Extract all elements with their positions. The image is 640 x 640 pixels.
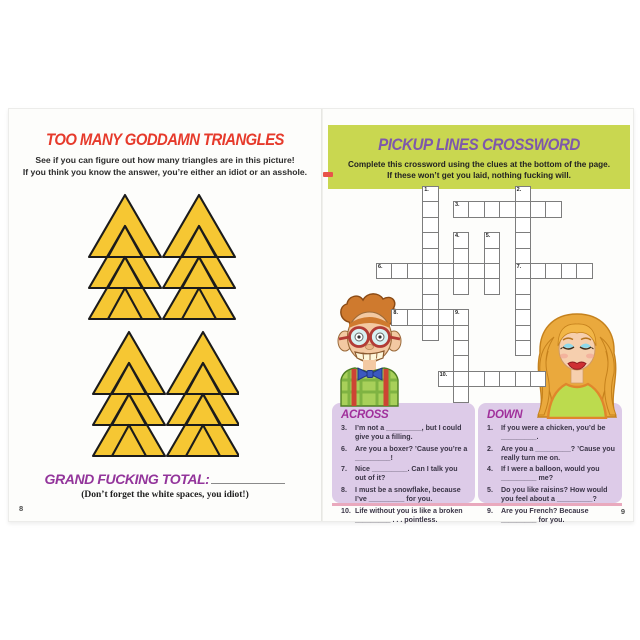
crossword-cell-number: 7.: [516, 264, 522, 270]
right-subtitle-line2: If these won’t get you laid, nothing fucking will.: [387, 171, 571, 181]
across-heading: ACROSS: [341, 409, 389, 421]
clue-number: 4.: [487, 465, 493, 474]
crossword-cell[interactable]: [453, 278, 469, 294]
crossword-cell[interactable]: [422, 232, 438, 248]
crossword-cell[interactable]: [515, 263, 531, 279]
left-page-title: TOO MANY GODDAMN TRIANGLES: [46, 131, 284, 149]
crossword-cell[interactable]: [391, 309, 407, 325]
crossword-cell[interactable]: [515, 340, 531, 356]
crossword-cell[interactable]: [484, 201, 500, 217]
crossword-cell-number: 2.: [516, 187, 522, 193]
crossword-grid: [323, 109, 633, 521]
right-page-title: PICKUP LINES CROSSWORD: [378, 136, 580, 154]
crossword-cell[interactable]: [545, 201, 561, 217]
crossword-cell[interactable]: [484, 278, 500, 294]
crossword-cell[interactable]: [453, 386, 469, 402]
crossword-cell[interactable]: [438, 309, 454, 325]
crossword-cell[interactable]: [515, 217, 531, 233]
crossword-cell[interactable]: [453, 248, 469, 264]
crossword-cell-number: 3.: [455, 202, 460, 209]
down-heading: DOWN: [487, 409, 523, 421]
crossword-cell[interactable]: [376, 263, 392, 279]
crossword-cell[interactable]: [453, 309, 469, 325]
crossword-cell[interactable]: [422, 217, 438, 233]
crossword-cell[interactable]: [422, 186, 438, 202]
crossword-cell[interactable]: [515, 232, 531, 248]
crossword-cell[interactable]: [422, 263, 438, 279]
crossword-cell[interactable]: [515, 278, 531, 294]
clue-number: 10.: [341, 506, 351, 515]
crossword-cell[interactable]: [438, 263, 454, 279]
crossword-cell[interactable]: [484, 263, 500, 279]
crossword-cell[interactable]: [499, 371, 515, 387]
crossword-cell[interactable]: [407, 263, 423, 279]
crossword-cell[interactable]: [515, 248, 531, 264]
crossword-cell-number: 10.: [439, 371, 448, 378]
clue-text: Life without you is like a broken _________ . . . pointless.: [355, 506, 463, 524]
crossword-cell[interactable]: [576, 263, 592, 279]
crossword-cell[interactable]: [468, 371, 484, 387]
left-page: [9, 109, 321, 521]
grand-total-note: (Don’t forget the white spaces, you idiot!): [81, 490, 249, 500]
crossword-cell[interactable]: [515, 294, 531, 310]
crossword-cell[interactable]: [422, 294, 438, 310]
crossword-cell[interactable]: [453, 325, 469, 341]
crossword-cell[interactable]: [530, 263, 546, 279]
crossword-cell[interactable]: [453, 201, 469, 217]
book-spread: [8, 108, 634, 522]
clue-text: Nice _________. Can I talk you out of it?: [355, 465, 458, 483]
crossword-cell[interactable]: [468, 263, 484, 279]
crossword-cell[interactable]: [453, 371, 469, 387]
crossword-cell[interactable]: [515, 309, 531, 325]
left-subtitle-line1: See if you can figure out how many triangles are in this picture!: [35, 155, 295, 165]
crossword-cell-number: 6.: [378, 264, 383, 270]
crossword-cell[interactable]: [438, 371, 454, 387]
clue-number: 3.: [341, 424, 347, 432]
crossword-cell[interactable]: [468, 201, 484, 217]
clue-text: I’m not a _________, but I could give you a filling.: [355, 424, 462, 442]
crossword-cell[interactable]: [484, 371, 500, 387]
clue-number: 5.: [487, 485, 493, 494]
crossword-cell[interactable]: [484, 248, 500, 264]
clue-text: If I were a balloon, would you _________ me?: [501, 465, 600, 483]
crossword-cell[interactable]: [484, 232, 500, 248]
crossword-cell[interactable]: [545, 263, 561, 279]
crossword-cell-number: 8.: [393, 310, 398, 317]
clue-number: 1.: [487, 424, 493, 432]
clue-number: 7.: [341, 465, 347, 474]
crossword-cell[interactable]: [453, 232, 469, 248]
clue-number: 8.: [341, 485, 347, 494]
crossword-cell[interactable]: [515, 186, 531, 202]
crossword-cell[interactable]: [515, 371, 531, 387]
clue-text: Do you like raisins? How would you feel about a _________?: [501, 485, 608, 504]
clue-text: If you were a chicken, you’d be _________.: [501, 424, 606, 442]
crossword-cell[interactable]: [422, 325, 438, 341]
clue-text: Are you a boxer? ’Cause you’re a _________!: [355, 444, 468, 462]
grand-total-blank[interactable]: [211, 473, 285, 484]
crossword-cell-number: 9.: [455, 310, 460, 317]
crossword-cell[interactable]: [561, 263, 577, 279]
clue-number: 2.: [487, 444, 493, 453]
crossword-cell[interactable]: [530, 371, 546, 387]
right-page: [323, 109, 633, 524]
left-page-subtitle: [15, 155, 315, 178]
crossword-cell[interactable]: [391, 263, 407, 279]
clue-number: 9.: [487, 506, 493, 515]
crossword-cell-number: 4.: [455, 233, 460, 240]
clue-text: Are you a _________? ’Cause you really turn me on.: [501, 444, 615, 462]
crossword-cell[interactable]: [453, 263, 469, 279]
triangle-puzzle-figure: [87, 193, 239, 459]
crossword-cell[interactable]: [453, 355, 469, 371]
crossword-cell[interactable]: [515, 201, 531, 217]
crossword-cell-number: 5.: [485, 233, 491, 240]
clue-text: Are you French? Because _________ for you.: [501, 506, 589, 524]
left-page-number: 8: [19, 504, 24, 513]
clue-text: I must be a snowflake, because I’ve _________ for you.: [355, 485, 461, 504]
clue-number: 6.: [341, 444, 347, 453]
crossword-cell[interactable]: [422, 309, 438, 325]
grand-total-label: GRAND FUCKING TOTAL:: [44, 471, 210, 487]
crossword-cell[interactable]: [530, 201, 546, 217]
crossword-cell[interactable]: [407, 309, 423, 325]
crossword-cell[interactable]: [422, 201, 438, 217]
right-page-number: 9: [620, 507, 625, 516]
grand-total-line: [9, 471, 321, 487]
right-subtitle-line1: Complete this crossword using the clues at the bottom of the page.: [347, 160, 611, 169]
crossword-cell[interactable]: [499, 201, 515, 217]
left-subtitle-line2: If you think you know the answer, you’re either an idiot or an asshole.: [22, 166, 308, 177]
crossword-cell[interactable]: [515, 325, 531, 341]
crossword-cell-number: 1.: [424, 187, 429, 193]
crossword-cell[interactable]: [453, 340, 469, 356]
crossword-cell[interactable]: [422, 278, 438, 294]
crossword-cell[interactable]: [422, 248, 438, 264]
